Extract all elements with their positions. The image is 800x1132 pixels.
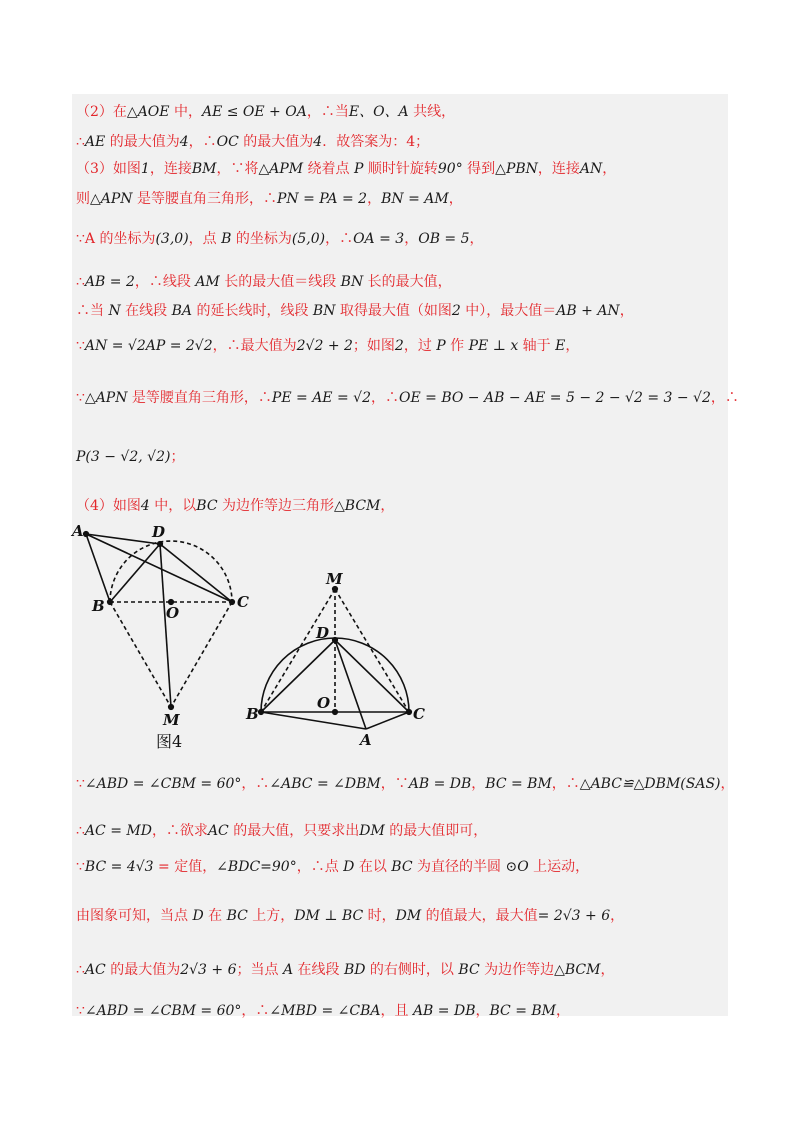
- explanation-text: 取得最大值（如图: [335, 303, 452, 319]
- explanation-text: ，∴: [710, 390, 739, 406]
- math-expression: BN: [340, 274, 364, 290]
- math-expression: BC: [196, 498, 218, 514]
- explanation-text: 时，: [363, 908, 396, 924]
- left-point-A: [84, 532, 89, 537]
- explanation-text: ，过: [403, 338, 437, 354]
- math-expression: P: [354, 161, 364, 177]
- explanation-text: ，: [471, 776, 486, 792]
- explanation-text: ，∴: [241, 776, 270, 792]
- right-label-A: A: [360, 731, 372, 749]
- math-expression: AE: [84, 134, 106, 150]
- right-label-B: B: [246, 705, 259, 723]
- explanation-text: 由图象可知，当点: [76, 908, 193, 924]
- explanation-text: 为边作等边三角形: [217, 498, 335, 514]
- explanation-text: 上方，: [247, 908, 295, 924]
- math-expression: △AOE: [126, 104, 170, 120]
- explanation-text: ，且: [380, 1003, 413, 1019]
- explanation-text: （2）在: [76, 104, 127, 120]
- explanation-text: ∵: [76, 859, 85, 875]
- math-expression: AN = √2AP = 2√2: [84, 338, 213, 354]
- explanation-text: （4）如图: [76, 498, 141, 514]
- math-expression: AC = MD: [84, 823, 152, 839]
- explanation-text: 轴于: [518, 338, 556, 354]
- explanation-text: ，: [600, 962, 615, 978]
- explanation-text: ，∴: [325, 231, 354, 247]
- explanation-text: ，∴: [551, 776, 580, 792]
- explanation-text: 则: [76, 191, 90, 207]
- math-expression: BC: [226, 908, 248, 924]
- explanation-text: ，∵: [380, 776, 409, 792]
- explanation-text: ，: [720, 776, 735, 792]
- explanation-text: 是等腰直角三角形，∴: [132, 191, 277, 207]
- math-expression: 4: [179, 134, 189, 150]
- math-expression: AC: [84, 962, 106, 978]
- math-expression: BC = 4√3: [84, 859, 154, 875]
- math-expression: (5,0): [291, 231, 326, 247]
- math-expression: 2√3 + 6: [180, 962, 237, 978]
- math-expression: 4: [313, 134, 323, 150]
- explanation-text: ，: [448, 191, 463, 207]
- math-expression: ∠ABD = ∠CBM = 60°: [84, 776, 242, 792]
- math-expression: BD: [343, 962, 366, 978]
- math-expression: ⊙O: [505, 859, 529, 875]
- explanation-text: ；: [170, 449, 185, 465]
- right-label-M: M: [326, 570, 343, 588]
- right-point-B: [259, 710, 264, 715]
- explanation-text: 作: [445, 338, 469, 354]
- left-segment-DM: [160, 544, 171, 707]
- left-label-C: C: [237, 593, 249, 611]
- right-label-O: O: [317, 694, 331, 712]
- explanation-text: 在: [203, 908, 227, 924]
- math-expression: PE = AE = √2: [271, 390, 371, 406]
- explanation-text: ，∴: [370, 390, 399, 406]
- math-expression: AC: [207, 823, 229, 839]
- left-point-C: [230, 600, 235, 605]
- math-expression: BA: [171, 303, 193, 319]
- right-label-D: D: [316, 624, 330, 642]
- explanation-text: 为边作等边: [479, 962, 555, 978]
- math-expression: A: [282, 962, 294, 978]
- math-expression: ∠ABD = ∠CBM = 60°: [84, 1003, 242, 1019]
- explanation-text: ∵: [76, 338, 85, 354]
- explanation-text: ∴: [76, 823, 85, 839]
- math-expression: 90°: [437, 161, 463, 177]
- explanation-text: ∵: [76, 1003, 85, 1019]
- explanation-text: ∵A 的坐标为: [76, 231, 156, 247]
- explanation-text: ，: [367, 191, 382, 207]
- math-expression: AB + AN: [556, 303, 620, 319]
- explanation-text: 的最大值为: [105, 962, 181, 978]
- math-expression: PE ⊥ x: [468, 338, 519, 354]
- math-expression: D: [192, 908, 204, 924]
- explanation-text: 的值最大，最大值: [421, 908, 538, 924]
- explanation-text: ，点: [188, 231, 222, 247]
- math-expression: △APN: [84, 390, 128, 406]
- math-expression: P: [436, 338, 446, 354]
- right-point-O: [333, 710, 338, 715]
- math-expression: PN = PA = 2: [277, 191, 368, 207]
- explanation-text: ，∵将: [216, 161, 259, 177]
- explanation-text: ∴: [76, 134, 85, 150]
- math-expression: D: [343, 859, 355, 875]
- math-expression: (3,0): [155, 231, 189, 247]
- explanation-text: 中，以: [149, 498, 197, 514]
- explanation-text: ；如图: [352, 338, 395, 354]
- explanation-text: ，: [556, 1003, 570, 1019]
- math-expression: BM: [191, 161, 217, 177]
- math-expression: OC: [216, 134, 239, 150]
- math-expression: AB = DB: [408, 776, 472, 792]
- math-expression: AE ≤ OE + OA: [201, 104, 307, 120]
- math-expression: 2: [451, 303, 461, 319]
- math-expression: AB = 2: [84, 274, 135, 290]
- explanation-text: 在以: [354, 859, 392, 875]
- explanation-text: 中），最大值＝: [460, 303, 557, 319]
- math-expression: AB = DB: [412, 1003, 476, 1019]
- explanation-text: ，∴: [241, 1003, 270, 1019]
- math-expression: ∠ABC = ∠DBM: [269, 776, 381, 792]
- figure-caption: 图4: [156, 732, 183, 751]
- math-expression: △BCM: [334, 498, 381, 514]
- explanation-text: ，: [619, 303, 634, 319]
- explanation-text: 的最大值，只要求出: [228, 823, 360, 839]
- explanation-text: 长的最大值＝线段: [219, 274, 341, 290]
- math-expression: BN: [312, 303, 336, 319]
- math-expression: 4: [140, 498, 150, 514]
- math-expression: E、O、A: [348, 104, 409, 120]
- explanation-text: ∵: [76, 390, 85, 406]
- math-expression: BN = AM: [381, 191, 449, 207]
- explanation-text: （3）如图: [76, 161, 141, 177]
- math-expression: BC = BM: [489, 1003, 556, 1019]
- explanation-text: ∴: [76, 274, 85, 290]
- explanation-text: ．故答案为：4；: [322, 134, 430, 150]
- explanation-text: 绕着点: [303, 161, 355, 177]
- explanation-text: 长的最大值，: [363, 274, 452, 290]
- explanation-text: ，∴点: [296, 859, 344, 875]
- explanation-text: 在线段: [293, 962, 344, 978]
- left-point-D: [158, 542, 163, 547]
- math-expression: AM: [195, 274, 220, 290]
- explanation-text: 中，: [169, 104, 202, 120]
- left-point-M: [169, 705, 174, 710]
- math-expression: △APM: [258, 161, 304, 177]
- explanation-text: ，连接: [537, 161, 580, 177]
- explanation-text: ，∴线段: [134, 274, 196, 290]
- explanation-text: = 定值，: [153, 859, 217, 875]
- right-point-D: [333, 638, 338, 643]
- explanation-text: ，连接: [149, 161, 192, 177]
- explanation-text: 的坐标为: [231, 231, 292, 247]
- explanation-text: ，: [404, 231, 419, 247]
- math-expression: = 2√3 + 6: [537, 908, 611, 924]
- explanation-text: 的最大值即可，: [384, 823, 488, 839]
- right-label-C: C: [413, 705, 425, 723]
- math-expression: OE = BO − AB − AE = 5 − 2 − √2 = 3 − √2: [398, 390, 711, 406]
- explanation-text: 是等腰直角三角形，∴: [127, 390, 272, 406]
- math-expression: BC = BM: [485, 776, 552, 792]
- explanation-text: ，: [475, 1003, 490, 1019]
- math-expression: DM: [359, 823, 385, 839]
- math-expression: E: [555, 338, 566, 354]
- right-segment-BA: [261, 712, 366, 729]
- explanation-text: ，∴欲求: [151, 823, 208, 839]
- math-expression: BC: [458, 962, 480, 978]
- math-expression: AN: [579, 161, 603, 177]
- explanation-text: ，: [565, 338, 580, 354]
- left-label-O: O: [166, 604, 180, 622]
- explanation-text: ，: [380, 498, 395, 514]
- left-label-D: D: [152, 523, 166, 541]
- explanation-text: 共线，: [408, 104, 456, 120]
- explanation-text: 在线段: [120, 303, 172, 319]
- left-figure: [84, 532, 235, 710]
- right-segment-DA: [335, 640, 366, 729]
- math-expression: B: [221, 231, 232, 247]
- left-label-M: M: [163, 711, 180, 729]
- math-expression: OA = 3: [353, 231, 405, 247]
- explanation-text: ，: [602, 161, 617, 177]
- explanation-text: ，∴当: [306, 104, 349, 120]
- left-segment-BM: [110, 602, 171, 707]
- math-expression: BC: [391, 859, 413, 875]
- explanation-text: ，: [469, 231, 484, 247]
- explanation-text: 的右侧时，以: [365, 962, 459, 978]
- explanation-text: ，∴: [188, 134, 217, 150]
- left-segment-CM: [171, 602, 232, 707]
- math-expression: N: [108, 303, 121, 319]
- math-expression: 1: [140, 161, 150, 177]
- explanation-text: ∵: [76, 776, 85, 792]
- math-expression: 2√2 + 2: [296, 338, 353, 354]
- math-expression: 2: [394, 338, 404, 354]
- explanation-text: ∴: [76, 962, 85, 978]
- explanation-text: 为直径的半圆: [412, 859, 506, 875]
- explanation-text: 的最大值为: [238, 134, 314, 150]
- explanation-text: ，: [610, 908, 625, 924]
- math-expression: ∠MBD = ∠CBA: [269, 1003, 381, 1019]
- math-expression: ∠BDC=90°: [216, 859, 297, 875]
- explanation-text: 的延长线时，线段: [192, 303, 313, 319]
- explanation-text: 上运动，: [528, 859, 590, 875]
- left-point-B: [108, 600, 113, 605]
- explanation-text: ∴当: [76, 303, 109, 319]
- right-segment-AC: [366, 712, 409, 729]
- math-expression: △APN: [90, 191, 133, 207]
- left-label-A: A: [72, 522, 84, 540]
- math-expression: OB = 5: [418, 231, 470, 247]
- math-expression: △BCM: [554, 962, 601, 978]
- math-expression: DM ⊥ BC: [294, 908, 364, 924]
- right-figure: [259, 587, 412, 729]
- explanation-text: ；当点: [236, 962, 283, 978]
- math-expression: P(3 − √2, √2): [76, 449, 171, 465]
- explanation-text: 顺时针旋转: [363, 161, 438, 177]
- left-label-B: B: [92, 597, 105, 615]
- explanation-text: ，∴最大值为: [212, 338, 297, 354]
- math-expression: △PBN: [495, 161, 538, 177]
- math-expression: △ABC≌△DBM(SAS): [579, 776, 721, 792]
- explanation-text: 得到: [462, 161, 496, 177]
- right-point-C: [407, 710, 412, 715]
- math-expression: DM: [395, 908, 422, 924]
- explanation-text: 的最大值为: [105, 134, 180, 150]
